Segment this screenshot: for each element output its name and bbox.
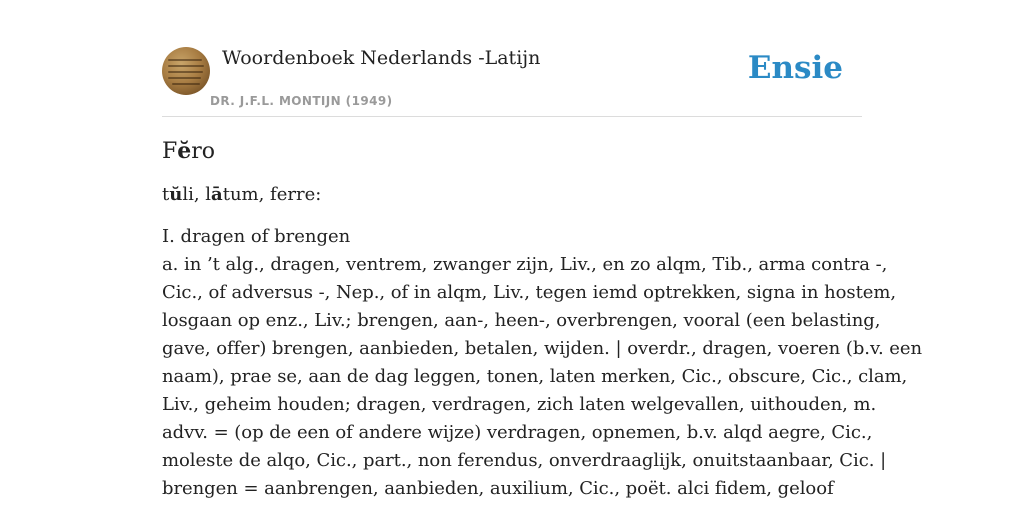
definition-line: moleste de alqo, Cic., part., non ferendus, onverdraaglijk, onuitstaanbaar, Cic. | bbox=[162, 450, 887, 471]
principal-part-text: li, l bbox=[182, 184, 212, 205]
definition-line: brengen = aanbrengen, aanbieden, auxilium, Cic., poët. alci fidem, geloof bbox=[162, 478, 834, 499]
bronze-seal-logo-icon[interactable] bbox=[162, 47, 210, 95]
dictionary-title-link[interactable]: Woordenboek Nederlands -Latijn bbox=[222, 47, 541, 69]
definition-line: naam), prae se, aan de dag leggen, tonen, laten merken, Cic., obscure, Cic., clam, bbox=[162, 366, 908, 387]
principal-part-text: t bbox=[162, 184, 170, 205]
headword-part: F bbox=[162, 139, 178, 164]
principal-part-marked-vowel: ŭ bbox=[169, 184, 183, 205]
principal-parts bbox=[162, 184, 862, 205]
seal-engraving-line bbox=[172, 83, 200, 85]
definition-line: gave, offer) brengen, aanbieden, betalen, wijden. | overdr., dragen, voeren (b.v. een bbox=[162, 338, 923, 359]
seal-engraving-line bbox=[168, 65, 204, 67]
headword-marked-vowel: ĕ bbox=[177, 138, 192, 164]
definition-line: Cic., of adversus -, Nep., of in alqm, Liv., tegen iemd optrekken, signa in hostem, bbox=[162, 282, 897, 303]
definition-text bbox=[162, 251, 923, 503]
headword-part: ro bbox=[191, 139, 216, 164]
sense-heading: I. dragen of brengen bbox=[162, 226, 351, 247]
definition-line: advv. = (op de een of andere wijze) verdragen, opnemen, b.v. alqd aegre, Cic., bbox=[162, 422, 873, 443]
definition-line: Liv., geheim houden; dragen, verdragen, zich laten welgevallen, uithouden, m. bbox=[162, 394, 877, 415]
ensie-logo-link[interactable]: Ensie bbox=[747, 50, 843, 86]
dictionary-entry bbox=[162, 138, 923, 503]
dictionary-header bbox=[162, 46, 862, 117]
definition-line: losgaan op enz., Liv.; brengen, aan-, heen-, overbrengen, vooral (een belasting, bbox=[162, 310, 881, 331]
entry-headword bbox=[162, 138, 862, 164]
dictionary-author: DR. J.F.L. MONTIJN (1949) bbox=[210, 94, 393, 108]
principal-part-text: tum, ferre: bbox=[222, 184, 322, 205]
seal-engraving-line bbox=[168, 59, 202, 61]
principal-part-marked-vowel: ā bbox=[211, 184, 223, 205]
definition-line: a. in ’t alg., dragen, ventrem, zwanger zijn, Liv., en zo alqm, Tib., arma contra -, bbox=[162, 254, 888, 275]
seal-engraving-line bbox=[168, 71, 203, 73]
seal-engraving-line bbox=[168, 77, 201, 79]
